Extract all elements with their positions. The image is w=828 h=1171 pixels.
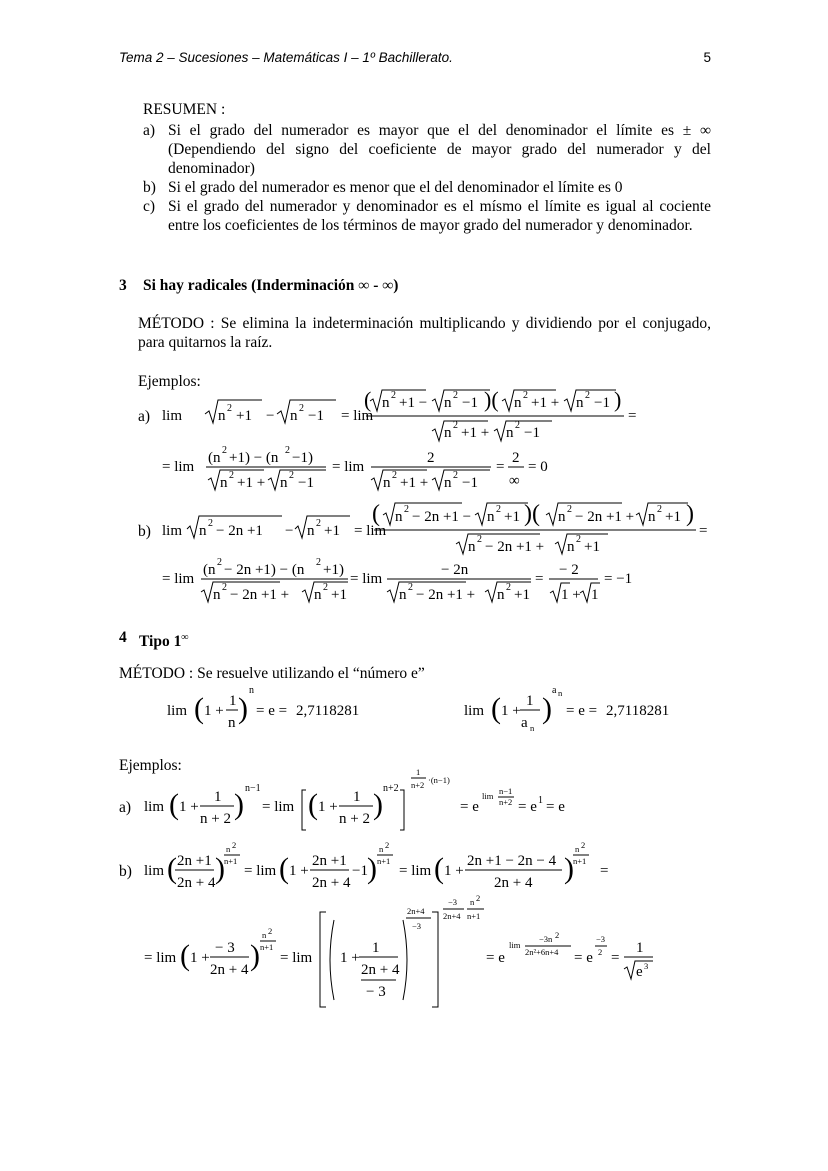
svg-text:− 2n +1 +: − 2n +1 + xyxy=(485,539,545,555)
svg-text:2: 2 xyxy=(299,403,304,414)
formula-3b-line2 xyxy=(162,557,632,603)
svg-text:2: 2 xyxy=(427,450,435,466)
svg-text:n+1: n+1 xyxy=(467,911,481,921)
svg-text:− 2n +1 +: − 2n +1 + xyxy=(230,587,290,603)
svg-text:n: n xyxy=(220,475,228,491)
svg-text:+1 +: +1 + xyxy=(237,475,266,491)
svg-text:n: n xyxy=(262,930,267,940)
svg-text:−1): −1) xyxy=(292,450,313,466)
svg-text:1 +: 1 + xyxy=(444,863,464,879)
svg-text:n: n xyxy=(576,395,584,411)
svg-text:1 +: 1 + xyxy=(179,799,199,815)
formula-e-definition-2 xyxy=(464,685,669,733)
svg-text:(: ( xyxy=(169,788,179,821)
svg-text:n: n xyxy=(218,408,226,424)
svg-text:lim: lim xyxy=(144,863,165,879)
svg-text:n: n xyxy=(487,509,495,525)
svg-text:1 +: 1 + xyxy=(289,863,309,879)
svg-text:2: 2 xyxy=(232,840,237,850)
svg-text:1 +: 1 + xyxy=(501,703,521,719)
svg-text:1 +: 1 + xyxy=(561,587,581,603)
svg-text:n: n xyxy=(228,715,236,731)
svg-text:2: 2 xyxy=(404,504,409,515)
svg-text:2n + 4: 2n + 4 xyxy=(494,875,533,891)
svg-text:−1: −1 xyxy=(524,425,540,441)
svg-text:1: 1 xyxy=(372,940,380,956)
svg-text:+1: +1 xyxy=(514,587,530,603)
header-title: Tema 2 – Sucesiones – Matemáticas I – 1º Bachillerato. xyxy=(119,50,453,65)
svg-text:n+1: n+1 xyxy=(260,942,274,952)
svg-text:n: n xyxy=(213,587,221,603)
svg-text:)(: )( xyxy=(484,387,499,412)
section3-examples-label: Ejemplos: xyxy=(138,373,201,390)
svg-text:n: n xyxy=(314,587,322,603)
formula-3a-line1 xyxy=(162,387,636,441)
svg-text:n: n xyxy=(444,395,452,411)
svg-text:(n: (n xyxy=(208,450,221,466)
section4-method: MÉTODO : Se resuelve utilizando el “número e” xyxy=(119,665,425,682)
svg-text:1: 1 xyxy=(416,767,421,777)
svg-text:2n + 4: 2n + 4 xyxy=(361,962,400,978)
svg-text:2: 2 xyxy=(657,504,662,515)
svg-text:): ) xyxy=(542,692,552,725)
svg-text:lim: lim xyxy=(162,523,183,539)
svg-text:n: n xyxy=(558,509,566,525)
svg-text:2: 2 xyxy=(222,445,227,456)
svg-text:n: n xyxy=(575,844,580,854)
svg-text:+1: +1 xyxy=(324,523,340,539)
svg-text:= lim: = lim xyxy=(280,950,313,966)
svg-text:1: 1 xyxy=(526,693,534,709)
svg-text:=: = xyxy=(699,523,708,539)
svg-text:n: n xyxy=(399,587,407,603)
svg-text:− 2n +1: − 2n +1 xyxy=(216,523,263,539)
svg-text:+1 +: +1 + xyxy=(531,395,560,411)
svg-text:=: = xyxy=(535,571,544,587)
svg-text:n: n xyxy=(226,844,231,854)
svg-text:n: n xyxy=(567,539,575,555)
svg-text:e: e xyxy=(636,964,643,980)
svg-text:n: n xyxy=(497,587,505,603)
svg-text:−1: −1 xyxy=(462,475,478,491)
section4-title-sup: ∞ xyxy=(181,632,189,643)
svg-text:2: 2 xyxy=(512,450,520,466)
svg-text:= e =: = e = xyxy=(566,703,598,719)
svg-text:n: n xyxy=(444,425,452,441)
svg-text:2: 2 xyxy=(515,420,520,431)
svg-text:2: 2 xyxy=(217,557,222,568)
svg-text:= e: = e xyxy=(460,799,479,815)
svg-text:1: 1 xyxy=(538,795,543,806)
svg-text:2: 2 xyxy=(477,534,482,545)
svg-text:lim: lim xyxy=(509,940,521,950)
svg-text:−1: −1 xyxy=(308,408,324,424)
svg-text:n: n xyxy=(558,688,563,698)
svg-text:1: 1 xyxy=(591,587,599,603)
svg-text:−1: −1 xyxy=(298,475,314,491)
svg-text:): ) xyxy=(250,939,260,972)
section4-title-text: Tipo 1 xyxy=(139,633,182,651)
svg-text:= lim: = lim xyxy=(162,459,195,475)
svg-text:2n+4: 2n+4 xyxy=(407,906,425,916)
resumen-a-label: a) xyxy=(143,122,156,139)
svg-text:−1: −1 xyxy=(462,395,478,411)
svg-text:−3n: −3n xyxy=(539,934,553,944)
section4-example-b-label: b) xyxy=(119,863,132,880)
svg-text:n: n xyxy=(383,475,391,491)
svg-text:): ) xyxy=(614,387,622,412)
svg-text:= e: = e xyxy=(546,799,565,815)
svg-text:): ) xyxy=(564,852,574,885)
svg-text:(: ( xyxy=(194,692,204,725)
svg-text:n+1: n+1 xyxy=(224,856,238,866)
svg-text:2n + 4: 2n + 4 xyxy=(210,962,249,978)
svg-text:): ) xyxy=(234,788,244,821)
svg-text:(: ( xyxy=(491,692,501,725)
resumen-b-text: Si el grado del numerador es menor que el del denominador el límite es 0 xyxy=(168,179,623,196)
svg-text:2n +1 − 2n − 4: 2n +1 − 2n − 4 xyxy=(467,853,557,869)
svg-text:1: 1 xyxy=(353,789,361,805)
svg-text:n: n xyxy=(290,408,298,424)
section4-example-a-label: a) xyxy=(119,799,132,816)
resumen-c-label: c) xyxy=(143,198,156,215)
svg-text:+1: +1 xyxy=(504,509,520,525)
e-value-2: 2,7118281 xyxy=(606,703,670,719)
svg-text:lim: lim xyxy=(167,703,188,719)
svg-text:= e: = e xyxy=(518,799,537,815)
svg-text:−: − xyxy=(285,523,294,539)
svg-text:n+2: n+2 xyxy=(411,780,425,790)
svg-text:n: n xyxy=(395,509,403,525)
resumen-c-text: Si el grado del numerador y denominador es el mísmo el límite es igual al cociente entre los coeficientes de los términos de mayor grado del numerador y denominador. xyxy=(168,198,711,234)
formula-e-definition-1 xyxy=(167,685,359,731)
svg-text:− 2n +1 −: − 2n +1 − xyxy=(412,509,472,525)
svg-text:lim: lim xyxy=(464,703,485,719)
svg-text:−3: −3 xyxy=(596,934,606,944)
svg-text:= lim: = lim xyxy=(262,799,295,815)
section4-number: 4 xyxy=(119,629,127,646)
svg-text:+1): +1) xyxy=(323,562,344,578)
section4-examples-label: Ejemplos: xyxy=(119,757,182,774)
formula-3b-line1 xyxy=(162,501,707,555)
svg-text:n: n xyxy=(444,475,452,491)
svg-text:2: 2 xyxy=(555,930,560,940)
svg-text:): ) xyxy=(215,852,225,885)
svg-text:+1 −: +1 − xyxy=(399,395,428,411)
svg-text:2: 2 xyxy=(285,445,290,456)
svg-text:− 2n +1 +: − 2n +1 + xyxy=(575,509,635,525)
svg-text:2: 2 xyxy=(453,420,458,431)
section3-method: MÉTODO : Se elimina la indeterminación multiplicando y dividiendo por el conjugado, para quitarnos la raíz. xyxy=(138,315,711,351)
svg-text:n: n xyxy=(280,475,288,491)
formula-4a xyxy=(144,767,565,830)
svg-text:3: 3 xyxy=(644,961,649,971)
svg-text:2: 2 xyxy=(598,947,603,957)
svg-text:+1: +1 xyxy=(584,539,600,555)
svg-text:2: 2 xyxy=(316,518,321,529)
svg-text:n: n xyxy=(648,509,656,525)
svg-text:−1: −1 xyxy=(352,863,368,879)
svg-text:∞: ∞ xyxy=(509,473,520,489)
svg-text:+1: +1 xyxy=(236,408,252,424)
svg-text:= lim: = lim xyxy=(354,523,387,539)
svg-text:n: n xyxy=(249,685,254,696)
e-value-1: 2,7118281 xyxy=(296,703,360,719)
svg-text:): ) xyxy=(367,852,377,885)
svg-text:n + 2: n + 2 xyxy=(200,811,231,827)
svg-text:+1 +: +1 + xyxy=(400,475,429,491)
svg-text:2: 2 xyxy=(506,582,511,593)
svg-text:n+2: n+2 xyxy=(499,797,513,807)
svg-text:2n +1: 2n +1 xyxy=(177,853,212,869)
svg-text:2: 2 xyxy=(227,403,232,414)
svg-text:− 3: − 3 xyxy=(215,940,235,956)
svg-text:n: n xyxy=(379,844,384,854)
svg-text:n: n xyxy=(514,395,522,411)
svg-text:n−1: n−1 xyxy=(499,786,513,796)
svg-text:1 +: 1 + xyxy=(318,799,338,815)
svg-text:(: ( xyxy=(372,501,380,527)
svg-text:+1: +1 xyxy=(665,509,681,525)
svg-text:n: n xyxy=(506,425,514,441)
svg-text:=: = xyxy=(496,459,505,475)
svg-text:n: n xyxy=(468,539,476,555)
svg-text:(: ( xyxy=(308,788,318,821)
svg-text:2: 2 xyxy=(392,470,397,481)
section3-example-a-label: a) xyxy=(138,408,151,425)
svg-text:)(: )( xyxy=(524,501,540,527)
svg-text:= lim: = lim xyxy=(350,571,383,587)
svg-text:= lim: = lim xyxy=(162,571,195,587)
svg-text:− 2n +1) − (n: − 2n +1) − (n xyxy=(224,562,305,578)
svg-text:1: 1 xyxy=(214,789,222,805)
svg-text:2: 2 xyxy=(496,504,501,515)
svg-text:2n + 4: 2n + 4 xyxy=(177,875,216,891)
svg-text:n: n xyxy=(307,523,315,539)
svg-text:1 +: 1 + xyxy=(190,950,210,966)
svg-text:): ) xyxy=(686,501,694,527)
svg-text:(: ( xyxy=(167,852,177,885)
svg-text:n: n xyxy=(199,523,207,539)
svg-text:+1 +: +1 + xyxy=(461,425,490,441)
svg-text:2: 2 xyxy=(408,582,413,593)
svg-text:= 0: = 0 xyxy=(528,459,548,475)
resumen-b-label: b) xyxy=(143,179,156,196)
svg-text:a: a xyxy=(552,685,557,696)
svg-text:1 +: 1 + xyxy=(340,950,360,966)
formula-4b-line1 xyxy=(144,840,608,891)
svg-text:2n +1: 2n +1 xyxy=(312,853,347,869)
svg-text:2: 2 xyxy=(268,926,273,936)
svg-text:= e: = e xyxy=(574,950,593,966)
section3-title: Si hay radicales (Inderminación ∞ - ∞) xyxy=(143,277,399,294)
formula-4b-line2 xyxy=(144,893,653,1007)
svg-text:(: ( xyxy=(364,387,372,412)
svg-text:2: 2 xyxy=(581,840,586,850)
svg-text:n+1: n+1 xyxy=(377,856,391,866)
svg-text:(n: (n xyxy=(203,562,216,578)
svg-text:− 2n: − 2n xyxy=(441,562,469,578)
svg-text:2n²+6n+4: 2n²+6n+4 xyxy=(525,947,559,957)
svg-text:): ) xyxy=(373,788,383,821)
svg-text:2: 2 xyxy=(453,390,458,401)
svg-text:= lim: = lim xyxy=(332,459,365,475)
svg-text:−1: −1 xyxy=(594,395,610,411)
svg-text:− 3: − 3 xyxy=(366,984,386,1000)
svg-text:1: 1 xyxy=(229,693,237,709)
svg-text:(: ( xyxy=(279,852,289,885)
svg-text:lim: lim xyxy=(162,408,183,424)
svg-text:a: a xyxy=(521,715,528,731)
svg-text:lim: lim xyxy=(482,791,494,801)
svg-text:2: 2 xyxy=(523,390,528,401)
svg-text:2: 2 xyxy=(567,504,572,515)
section3-number: 3 xyxy=(119,277,127,294)
section3-example-b-label: b) xyxy=(138,523,151,540)
svg-text:1 +: 1 + xyxy=(204,703,224,719)
svg-text:= −1: = −1 xyxy=(604,571,633,587)
resumen-a-text: Si el grado del numerador es mayor que el del denominador el límite es ± ∞ (Dependiendo del signo del coeficiente de mayor grado del numerador y del denominador) xyxy=(168,122,711,177)
svg-text:n: n xyxy=(382,395,390,411)
svg-text:2n+4: 2n+4 xyxy=(443,911,461,921)
svg-text:1: 1 xyxy=(636,940,644,956)
svg-text:(: ( xyxy=(180,939,190,972)
formula-3a-line2 xyxy=(162,445,548,491)
svg-text:− 2: − 2 xyxy=(559,562,579,578)
svg-text:n+2: n+2 xyxy=(383,783,399,794)
page-number: 5 xyxy=(703,50,711,65)
svg-text:2: 2 xyxy=(453,470,458,481)
svg-text:2n + 4: 2n + 4 xyxy=(312,875,351,891)
svg-text:2: 2 xyxy=(229,470,234,481)
svg-text:n + 2: n + 2 xyxy=(339,811,370,827)
svg-text:2: 2 xyxy=(385,840,390,850)
svg-text:= e: = e xyxy=(486,950,505,966)
svg-text:−3: −3 xyxy=(412,921,422,931)
svg-text:2: 2 xyxy=(208,518,213,529)
svg-text:n: n xyxy=(470,897,475,907)
svg-text:= lim: = lim xyxy=(244,863,277,879)
svg-text:·(n−1): ·(n−1) xyxy=(428,775,450,785)
svg-text:2: 2 xyxy=(476,893,481,903)
svg-text:lim: lim xyxy=(144,799,165,815)
svg-text:2: 2 xyxy=(323,582,328,593)
svg-text:+1: +1 xyxy=(331,587,347,603)
svg-text:2: 2 xyxy=(576,534,581,545)
svg-text:2: 2 xyxy=(316,557,321,568)
svg-text:−: − xyxy=(266,408,275,424)
svg-text:n: n xyxy=(530,723,535,733)
svg-text:): ) xyxy=(238,692,248,725)
svg-text:=: = xyxy=(611,950,620,966)
svg-text:= lim: = lim xyxy=(399,863,432,879)
svg-text:(: ( xyxy=(434,852,444,885)
svg-text:−3: −3 xyxy=(448,897,458,907)
svg-text:2: 2 xyxy=(391,390,396,401)
svg-text:=: = xyxy=(628,408,637,424)
svg-text:+1) − (n: +1) − (n xyxy=(229,450,279,466)
svg-text:2: 2 xyxy=(585,390,590,401)
svg-text:= e =: = e = xyxy=(256,703,288,719)
svg-text:=: = xyxy=(600,863,609,879)
svg-text:= lim: = lim xyxy=(144,950,177,966)
svg-text:n+1: n+1 xyxy=(573,856,587,866)
svg-text:2: 2 xyxy=(222,582,227,593)
resumen-title: RESUMEN : xyxy=(143,101,226,118)
svg-text:2: 2 xyxy=(289,470,294,481)
svg-text:= lim: = lim xyxy=(341,408,374,424)
svg-text:n−1: n−1 xyxy=(245,783,261,794)
svg-text:− 2n +1 +: − 2n +1 + xyxy=(416,587,476,603)
